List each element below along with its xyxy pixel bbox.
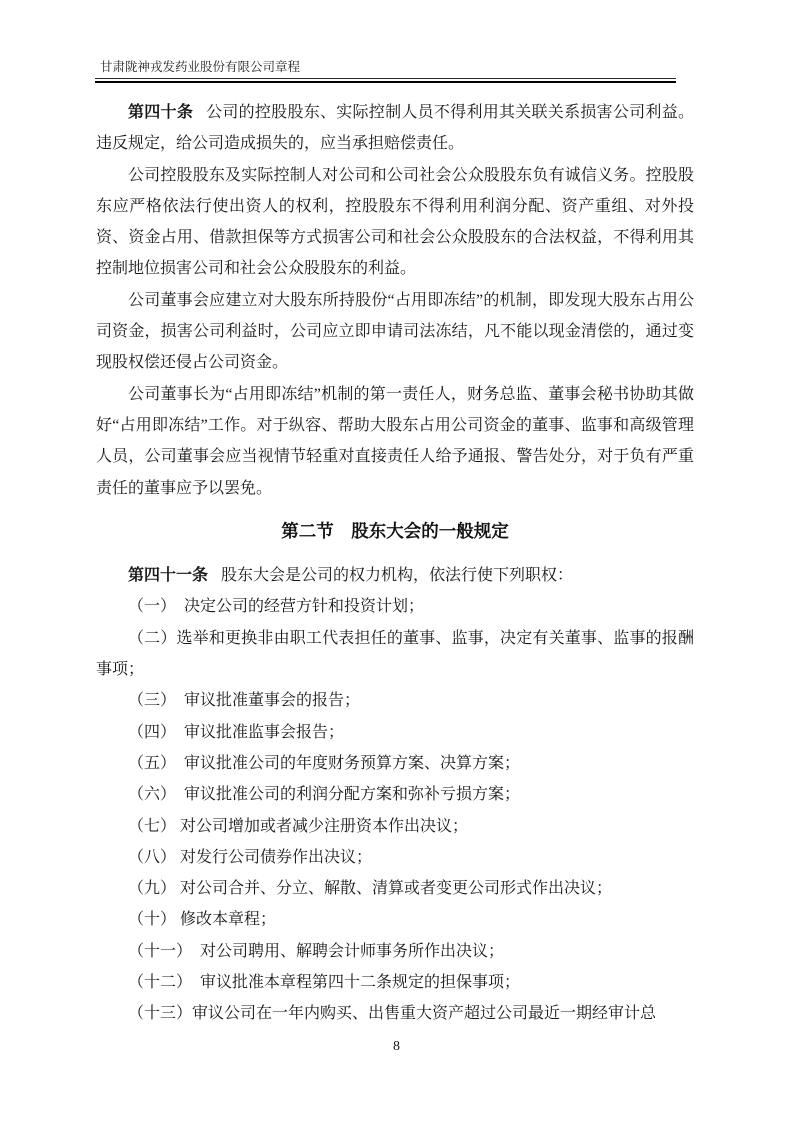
list-item-1: （一） 决定公司的经营方针和投资计划； bbox=[128, 598, 425, 616]
page-header bbox=[95, 59, 676, 83]
list-item-5: （五） 审议批准公司的年度财务预算方案、决算方案； bbox=[128, 754, 521, 772]
article-41-label: 第四十一条 bbox=[128, 567, 209, 585]
header-title: 甘肃陇神戎发药业股份有限公司章程 bbox=[100, 60, 301, 74]
list-item-8: （八） 对发行公司债券作出决议； bbox=[128, 848, 373, 866]
section-heading: 第二节 股东大会的一般规定 bbox=[281, 520, 509, 541]
paragraph-chairman-responsibility: 公司董事长为“占用即冻结”机制的第一责任人，财务总监、董事会秘书协助其做好“占用即冻结”工作。对于纵容、帮助大股东占用公司资金的董事、监事和高级管理人员，公司董事会应当视情节轻重对直接责任人给予通报、警告处分，对于负有严重责任的董事应予以罢免。 bbox=[96, 385, 694, 497]
article-40-text: 公司的控股股东、实际控制人员不得利用其关联关系损害公司利益。违反规定，给公司造成损失的，应当承担赔偿责任。 bbox=[96, 104, 694, 153]
paragraph-article-41 bbox=[96, 560, 694, 591]
article-41-text: 股东大会是公司的权力机构，依法行使下列职权： bbox=[221, 567, 574, 585]
list-item-2: （二）选举和更换非由职工代表担任的董事、监事，决定有关董事、监事的报酬事项； bbox=[96, 629, 694, 679]
article-40-label: 第四十条 bbox=[128, 104, 194, 121]
paragraph-controlling-shareholder-duty: 公司控股股东及实际控制人对公司和公司社会公众股股东负有诚信义务。控股股东应严格依法行使出资人的权利，控股股东不得利用利润分配、资产重组、对外投资、资金占用、借款担保等方式损害公司和社会公众股股东的合法权益，不得利用其控制地位损害公司和社会公众股股东的利益。 bbox=[96, 166, 694, 278]
paragraph-freeze-mechanism: 公司董事会应建立对大股东所持股份“占用即冻结”的机制，即发现大股东占用公司资金，损害公司利益时，公司应立即申请司法冻结，凡不能以现金清偿的，通过变现股权偿还侵占公司资金。 bbox=[96, 291, 694, 372]
header-rule bbox=[95, 78, 676, 83]
page-number: 8 bbox=[393, 1039, 400, 1054]
list-item-13: （十三）审议公司在一年内购买、出售重大资产超过公司最近一期经审计总 bbox=[128, 1005, 657, 1023]
list-item-10: （十） 修改本章程； bbox=[128, 911, 277, 929]
list-item-9: （九） 对公司合并、分立、解散、清算或者变更公司形式作出决议； bbox=[128, 880, 613, 898]
list-item-11: （十一） 对公司聘用、解聘会计师事务所作出决议； bbox=[128, 942, 505, 960]
list-item-6: （六） 审议批准公司的利润分配方案和弥补亏损方案； bbox=[128, 786, 521, 804]
list-item-4: （四） 审议批准监事会报告； bbox=[128, 723, 345, 741]
list-item-12: （十二） 审议批准本章程第四十二条规定的担保事项； bbox=[128, 974, 521, 992]
list-item-7: （七） 对公司增加或者减少注册资本作出决议； bbox=[128, 817, 469, 835]
paragraph-article-40 bbox=[96, 97, 694, 160]
document-body bbox=[96, 97, 694, 1030]
list-item-3: （三） 审议批准董事会的报告； bbox=[128, 692, 361, 710]
